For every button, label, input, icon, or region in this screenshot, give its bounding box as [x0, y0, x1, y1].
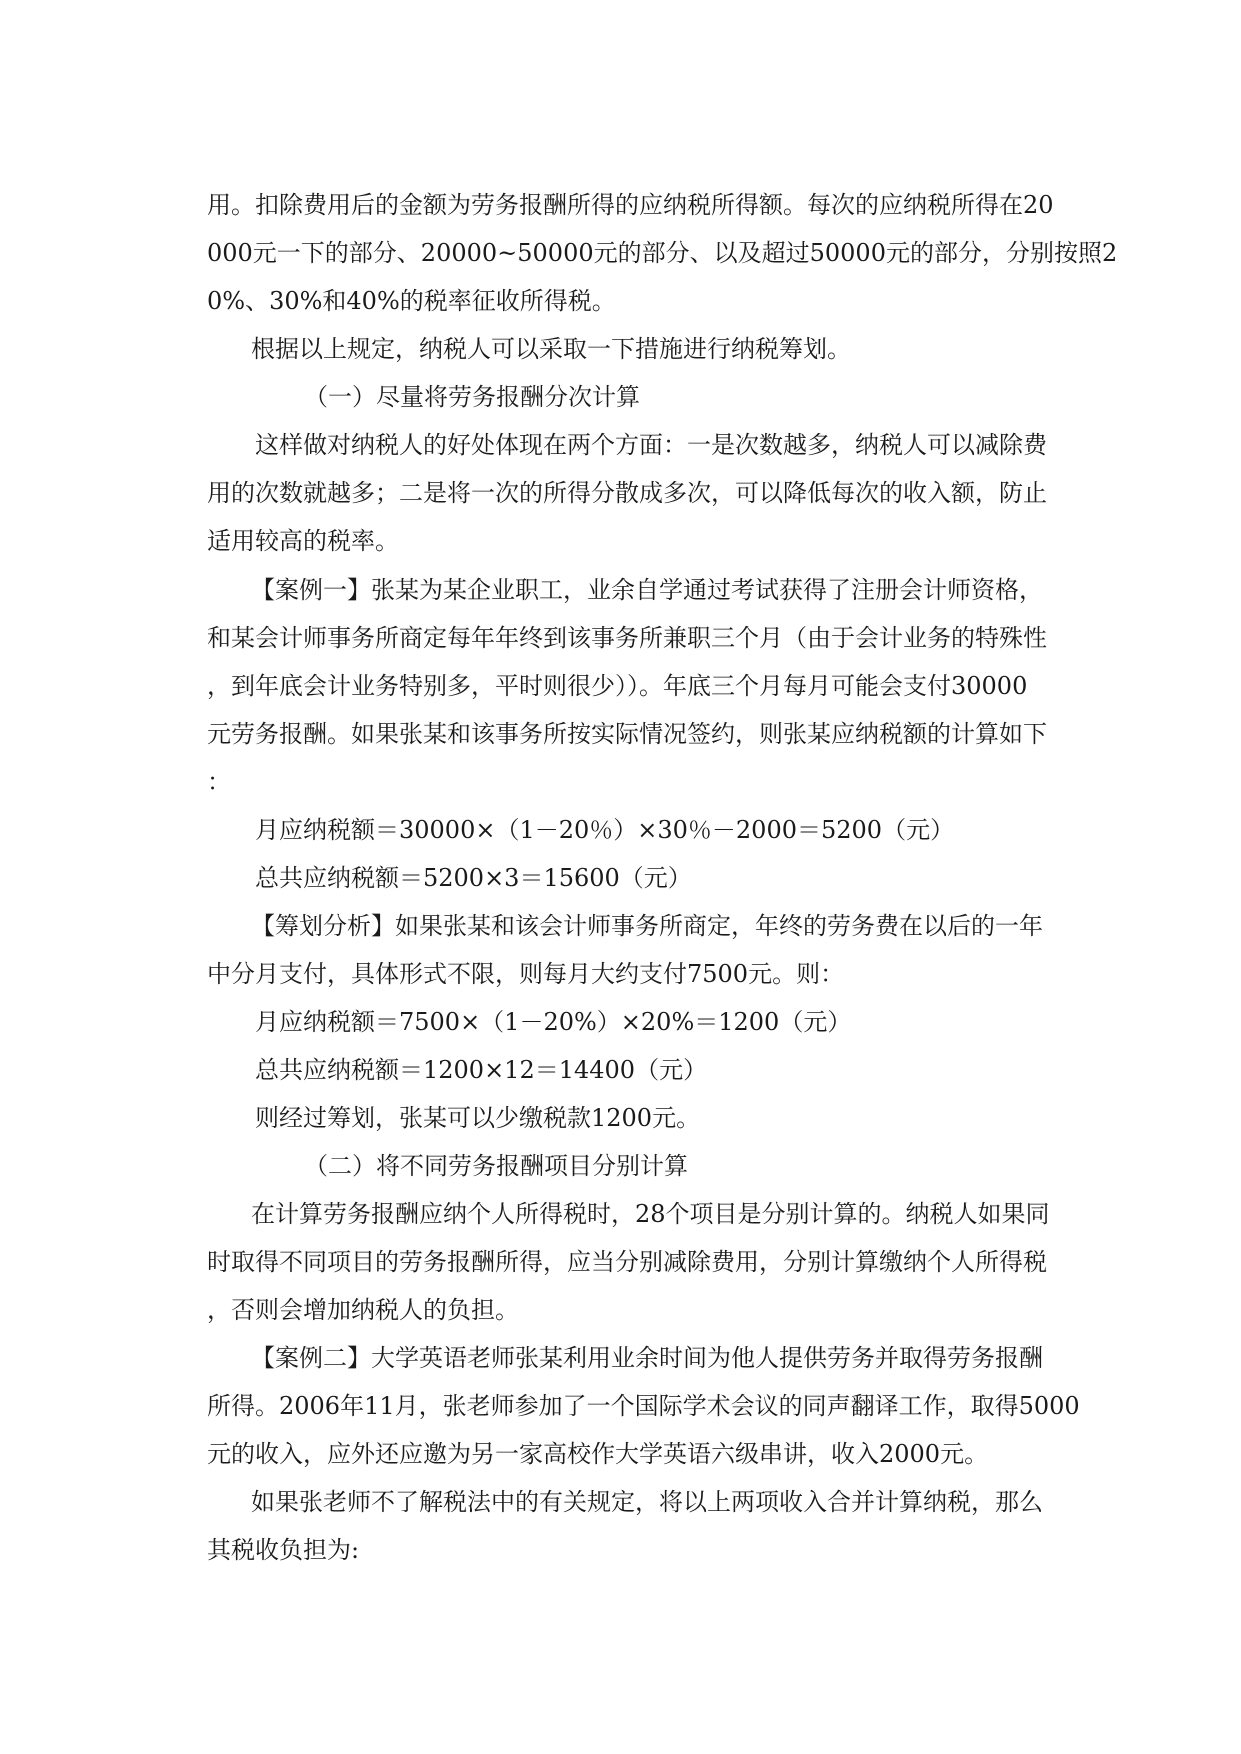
body-text-line: 0%、30%和40%的税率征收所得税。: [207, 287, 616, 315]
body-text-line: 【案例二】大学英语老师张某利用业余时间为他人提供劳务并取得劳务报酬: [251, 1344, 1043, 1372]
body-text-line: ，到年底会计业务特别多，平时则很少））。年底三个月每月可能会支付30000: [207, 672, 1028, 700]
body-text-line: 用。扣除费用后的金额为劳务报酬所得的应纳税所得额。每次的应纳税所得在20: [207, 191, 1054, 219]
body-text-line: 元的收入，应外还应邀为另一家高校作大学英语六级串讲，收入2000元。: [207, 1440, 989, 1468]
body-text-line: 如果张老师不了解税法中的有关规定，将以上两项收入合并计算纳税，那么: [251, 1488, 1043, 1516]
body-text-line: 元劳务报酬。如果张某和该事务所按实际情况签约，则张某应纳税额的计算如下: [207, 720, 1047, 748]
body-text-line: 适用较高的税率。: [207, 527, 399, 555]
body-text-line: 则经过筹划，张某可以少缴税款1200元。: [255, 1104, 701, 1132]
body-text-line: 【筹划分析】如果张某和该会计师事务所商定，年终的劳务费在以后的一年: [251, 912, 1043, 940]
formula-line: 月应纳税额＝7500×（1－20%）×20%＝1200（元）: [255, 1008, 852, 1036]
body-text-line: ：: [207, 768, 231, 796]
formula-line: 总共应纳税额＝1200×12＝14400（元）: [255, 1056, 708, 1084]
body-text-line: 时取得不同项目的劳务报酬所得，应当分别减除费用，分别计算缴纳个人所得税: [207, 1248, 1047, 1276]
body-text-line: ，否则会增加纳税人的负担。: [207, 1296, 519, 1324]
body-text-line: 中分月支付，具体形式不限，则每月大约支付7500元。则：: [207, 960, 845, 988]
section-heading: （一）尽量将劳务报酬分次计算: [304, 383, 640, 411]
formula-line: 月应纳税额＝30000×（1－20％）×30％－2000＝5200（元）: [255, 816, 955, 844]
body-text-line: 用的次数就越多；二是将一次的所得分散成多次，可以降低每次的收入额，防止: [207, 479, 1047, 507]
body-text-line: 根据以上规定，纳税人可以采取一下措施进行纳税筹划。: [251, 335, 851, 363]
formula-line: 总共应纳税额＝5200×3＝15600（元）: [255, 864, 692, 892]
body-text-line: 所得。2006年11月，张老师参加了一个国际学术会议的同声翻译工作，取得5000: [207, 1392, 1080, 1420]
body-text-line: 000元一下的部分、20000~50000元的部分、以及超过50000元的部分，分别按照2: [207, 239, 1118, 267]
body-text-line: 其税收负担为:: [207, 1536, 360, 1564]
section-heading: （二）将不同劳务报酬项目分别计算: [304, 1152, 688, 1180]
body-text-line: 这样做对纳税人的好处体现在两个方面：一是次数越多，纳税人可以减除费: [255, 431, 1047, 459]
body-text-line: 【案例一】张某为某企业职工，业余自学通过考试获得了注册会计师资格，: [251, 576, 1043, 604]
body-text-line: 和某会计师事务所商定每年年终到该事务所兼职三个月（由于会计业务的特殊性: [207, 624, 1047, 652]
body-text-line: 在计算劳务报酬应纳个人所得税时，28个项目是分别计算的。纳税人如果同: [251, 1200, 1050, 1228]
